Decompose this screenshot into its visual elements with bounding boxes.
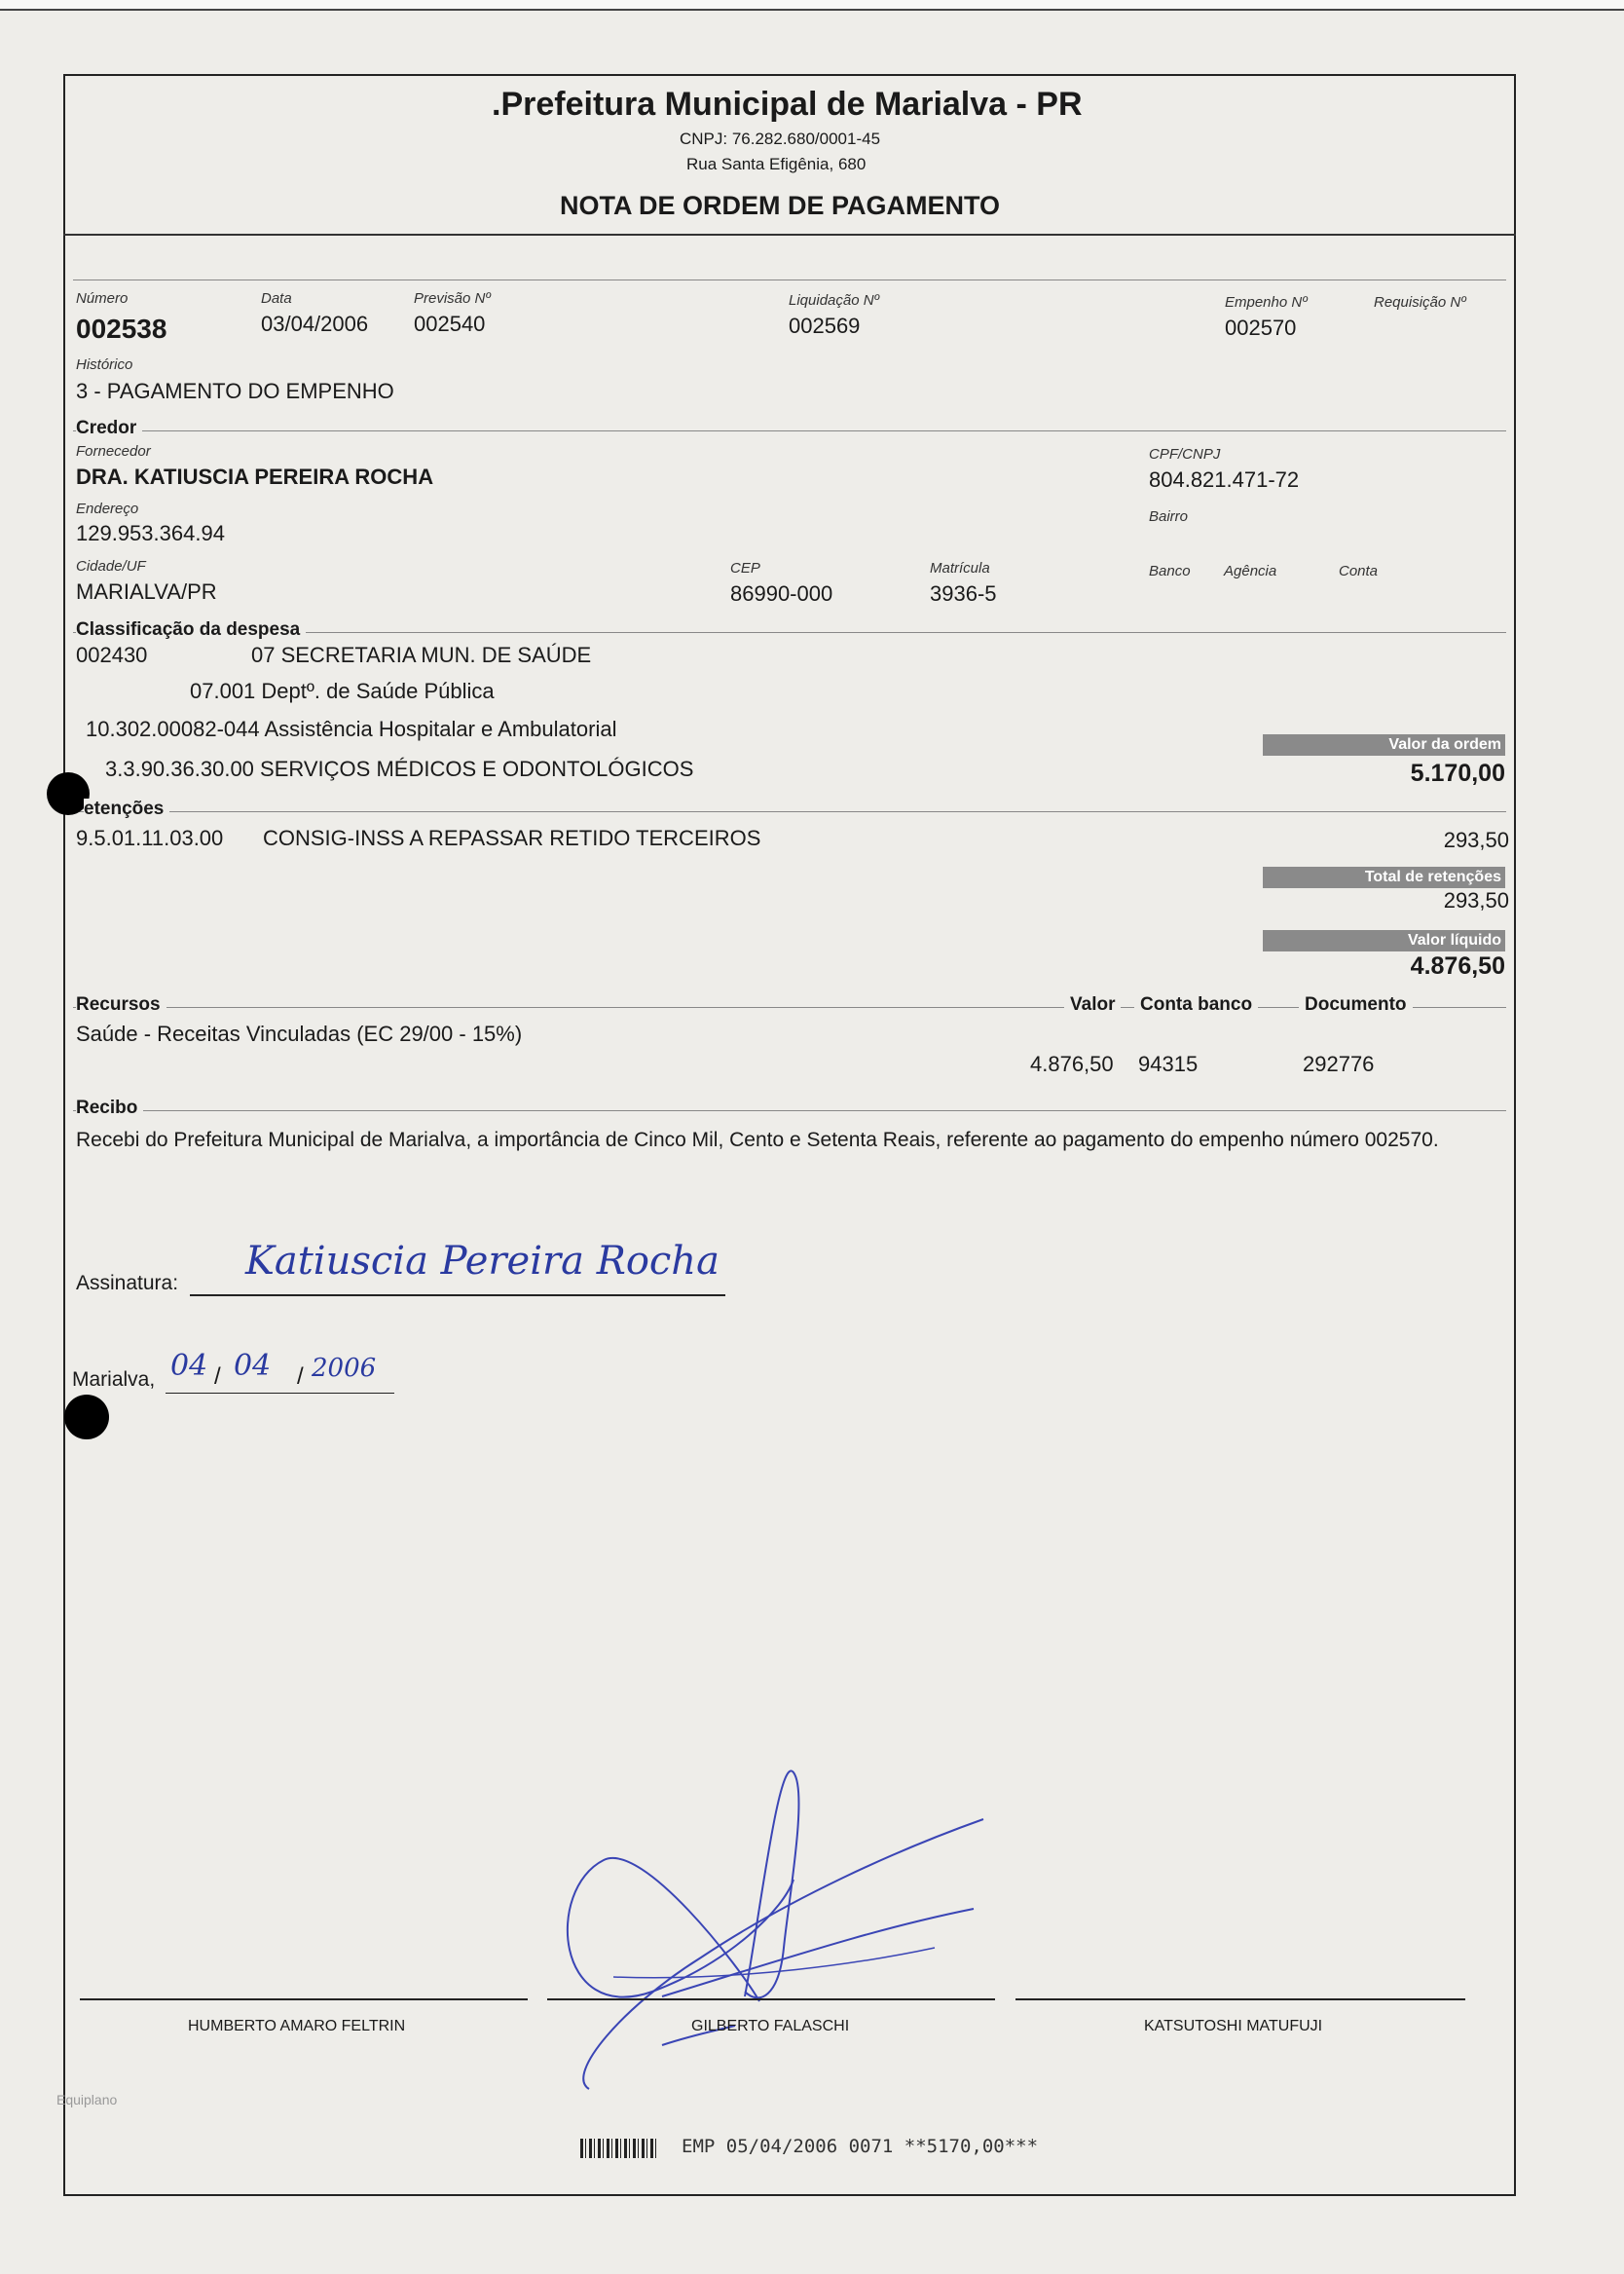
numero-label: Número	[76, 290, 129, 307]
retencoes-rule	[73, 811, 1506, 812]
municipality-title: .Prefeitura Municipal de Marialva - PR	[492, 86, 1083, 123]
local-label: Marialva,	[72, 1368, 156, 1391]
signatory-3: KATSUTOSHI MATUFUJI	[1144, 2018, 1323, 2034]
classificacao-section: Classificação da despesa	[76, 619, 306, 641]
cidade-label: Cidade/UF	[76, 558, 146, 575]
numero-value: 002538	[76, 314, 167, 344]
assinatura-line	[190, 1294, 725, 1296]
endereco-value: 129.953.364.94	[76, 521, 225, 545]
approval-signature	[545, 1753, 1013, 2104]
matricula-value: 3936-5	[930, 581, 997, 606]
recursos-valor: 4.876,50	[1030, 1052, 1114, 1076]
recibo-rule	[73, 1110, 1506, 1111]
bairro-label: Bairro	[1149, 508, 1189, 525]
machine-stamp: EMP 05/04/2006 0071 **5170,00***	[682, 2136, 1039, 2157]
date-line	[166, 1393, 394, 1394]
signature-line-1	[80, 1998, 528, 2000]
recursos-documento-header: Documento	[1299, 994, 1413, 1016]
historico-value: 3 - PAGAMENTO DO EMPENHO	[76, 379, 394, 403]
date-day: 04	[170, 1349, 208, 1383]
recibo-section: Recibo	[76, 1098, 143, 1119]
signature-line-3	[1015, 1998, 1465, 2000]
header-divider	[63, 234, 1516, 236]
cep-value: 86990-000	[730, 581, 833, 606]
valor-liquido-value: 4.876,50	[1410, 952, 1505, 980]
data-label: Data	[261, 290, 292, 307]
cep-label: CEP	[730, 560, 760, 577]
liquidacao-label: Liquidação Nº	[789, 292, 880, 309]
date-month: 04	[234, 1349, 272, 1383]
total-retencoes-label: Total de retenções	[1263, 867, 1505, 888]
cidade-value: MARIALVA/PR	[76, 579, 217, 604]
assinatura-handwriting: Katiuscia Pereira Rocha	[245, 1239, 720, 1284]
date-separator-2: /	[297, 1363, 304, 1390]
credor-section: Credor	[76, 418, 142, 439]
empenho-label: Empenho Nº	[1225, 294, 1308, 311]
previsao-value: 002540	[414, 312, 486, 336]
recursos-rule	[73, 1007, 1506, 1008]
fornecedor-value: DRA. KATIUSCIA PEREIRA ROCHA	[76, 465, 434, 489]
previsao-label: Previsão Nº	[414, 290, 491, 307]
liquidacao-value: 002569	[789, 314, 861, 338]
data-value: 03/04/2006	[261, 312, 369, 336]
cnpj-text: CNPJ: 76.282.680/0001-45	[680, 130, 881, 148]
total-retencoes-value: 293,50	[1443, 888, 1509, 913]
signatory-1: HUMBERTO AMARO FELTRIN	[188, 2018, 406, 2034]
agencia-label: Agência	[1224, 563, 1277, 579]
date-year: 2006	[312, 1354, 377, 1383]
barcode-icon	[580, 2139, 656, 2158]
secretaria-text: 07 SECRETARIA MUN. DE SAÚDE	[251, 643, 592, 667]
banco-label: Banco	[1149, 563, 1191, 579]
recursos-section: Recursos	[76, 994, 166, 1016]
empenho-value: 002570	[1225, 316, 1297, 340]
recursos-desc: Saúde - Receitas Vinculadas (EC 29/00 - 15%)	[76, 1022, 523, 1046]
programa-text: 10.302.00082-044 Assistência Hospitalar e Ambulatorial	[86, 717, 617, 741]
valor-liquido-label: Valor líquido	[1263, 930, 1505, 951]
retencao-value: 293,50	[1443, 828, 1509, 852]
recursos-documento: 292776	[1303, 1052, 1375, 1076]
valor-ordem-value: 5.170,00	[1410, 760, 1505, 787]
punch-hole-mark-2	[64, 1395, 109, 1439]
matricula-label: Matrícula	[930, 560, 990, 577]
recursos-valor-header: Valor	[1064, 994, 1121, 1016]
elemento-text: 3.3.90.36.30.00 SERVIÇOS MÉDICOS E ODONTOLÓGICOS	[105, 757, 694, 781]
document-title: NOTA DE ORDEM DE PAGAMENTO	[560, 191, 1001, 220]
cpf-label: CPF/CNPJ	[1149, 446, 1221, 463]
fornecedor-label: Fornecedor	[76, 443, 151, 460]
assinatura-label: Assinatura:	[76, 1272, 179, 1294]
scan-top-edge	[0, 0, 1624, 11]
brand-text: Equiplano	[56, 2092, 118, 2107]
retencao-code: 9.5.01.11.03.00	[76, 826, 224, 850]
departamento-text: 07.001 Deptº. de Saúde Pública	[190, 679, 495, 703]
retencoes-section: etenções	[84, 799, 169, 820]
address-text: Rua Santa Efigênia, 680	[686, 155, 867, 173]
recibo-text: Recebi do Prefeitura Municipal de Marialva, a importância de Cinco Mil, Cento e Setenta Reais, referente ao pagamento do empenho número 002570.	[76, 1129, 1439, 1151]
endereco-label: Endereço	[76, 501, 139, 517]
valor-ordem-label: Valor da ordem	[1263, 734, 1505, 756]
credor-rule	[73, 430, 1506, 431]
historico-label: Histórico	[76, 356, 133, 373]
requisicao-label: Requisição Nº	[1374, 294, 1466, 311]
recursos-conta: 94315	[1138, 1052, 1199, 1076]
classificacao-code: 002430	[76, 643, 148, 667]
date-separator-1: /	[214, 1363, 221, 1390]
retencao-desc: CONSIG-INSS A REPASSAR RETIDO TERCEIROS	[263, 826, 761, 850]
recursos-conta-header: Conta banco	[1134, 994, 1258, 1016]
conta-label: Conta	[1339, 563, 1379, 579]
cpf-value: 804.821.471-72	[1149, 467, 1300, 492]
signature-line-2	[547, 1998, 995, 2000]
signatory-2: GILBERTO FALASCHI	[691, 2018, 850, 2034]
